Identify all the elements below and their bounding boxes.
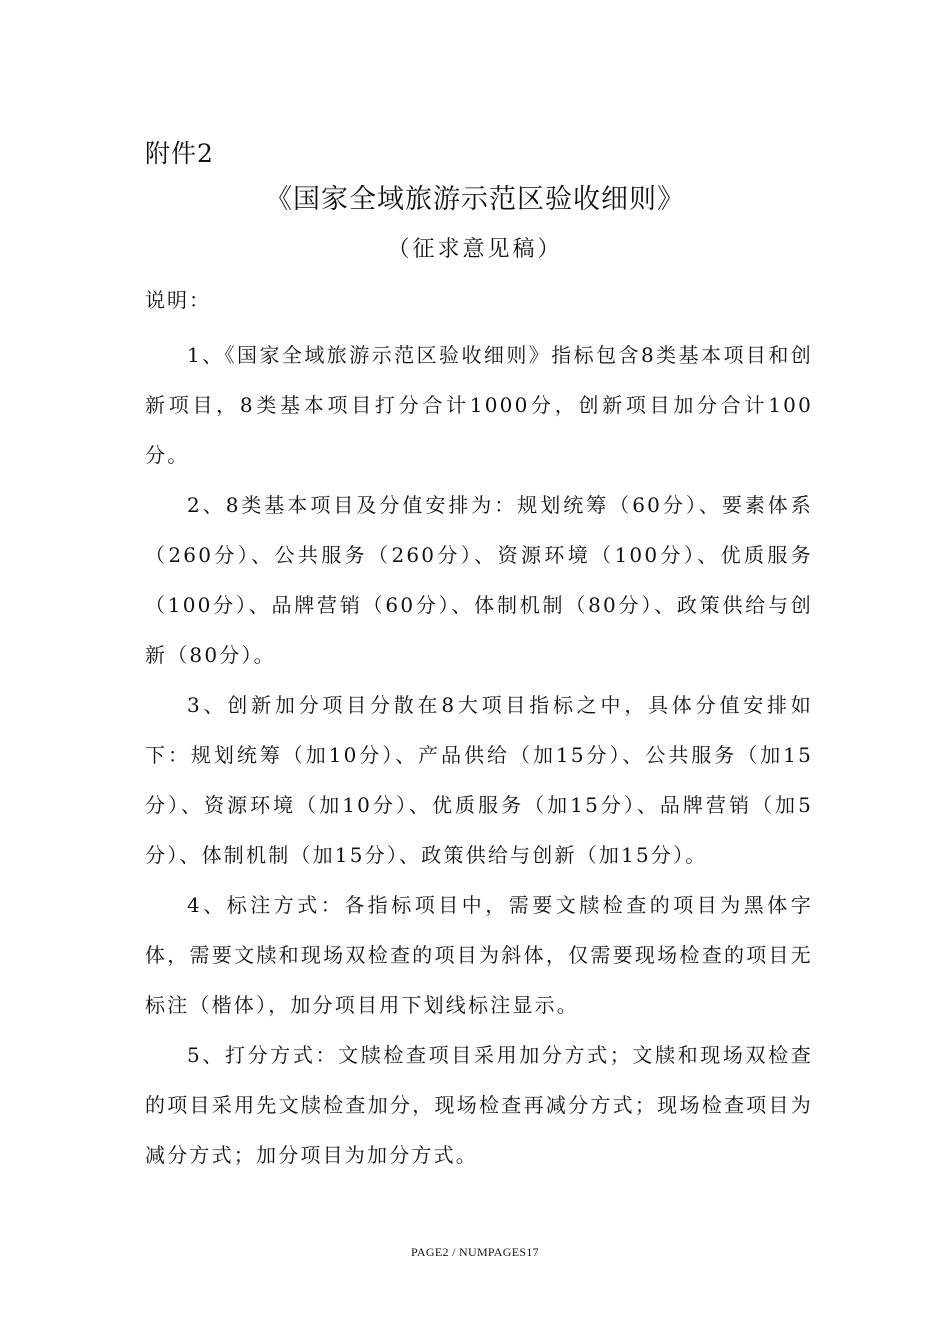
instructions-body <box>145 330 813 1180</box>
instruction-paragraph-2: 2、8类基本项目及分值安排为：规划统筹（60分）、要素体系（260分）、公共服务（260分）、资源环境（100分）、优质服务（100分）、品牌营销（60分）、体制机制（80分）、政策供给与创新（80分）。 <box>145 493 813 667</box>
instruction-paragraph-4: 4、标注方式：各指标项目中，需要文牍检查的项目为黑体字体，需要文牍和现场双检查的项目为斜体，仅需要现场检查的项目无标注（楷体），加分项目用下划线标注显示。 <box>145 893 813 1017</box>
instruction-paragraph-1: 1、《国家全域旅游示范区验收细则》指标包含8类基本项目和创新项目，8类基本项目打分合计1000分，创新项目加分合计100分。 <box>145 343 813 467</box>
document-title: 《国家全域旅游示范区验收细则》 <box>265 184 685 215</box>
attachment-label: 附件2 <box>145 139 214 168</box>
instruction-paragraph-3: 3、创新加分项目分散在8大项目指标之中，具体分值安排如下：规划统筹（加10分）、产品供给（加15分）、公共服务（加15分）、资源环境（加10分）、优质服务（加15分）、品牌营销（加5分）、体制机制（加15分）、政策供给与创新（加15分）。 <box>145 693 813 867</box>
page-footer: PAGE2 / NUMPAGES17 <box>411 1245 539 1259</box>
intro-label: 说明： <box>145 288 211 312</box>
instruction-paragraph-5: 5、打分方式：文牍检查项目采用加分方式；文牍和现场双检查的项目采用先文牍检查加分，现场检查再减分方式；现场检查项目为减分方式；加分项目为加分方式。 <box>145 1043 813 1167</box>
document-subtitle: （征求意见稿） <box>387 237 563 262</box>
